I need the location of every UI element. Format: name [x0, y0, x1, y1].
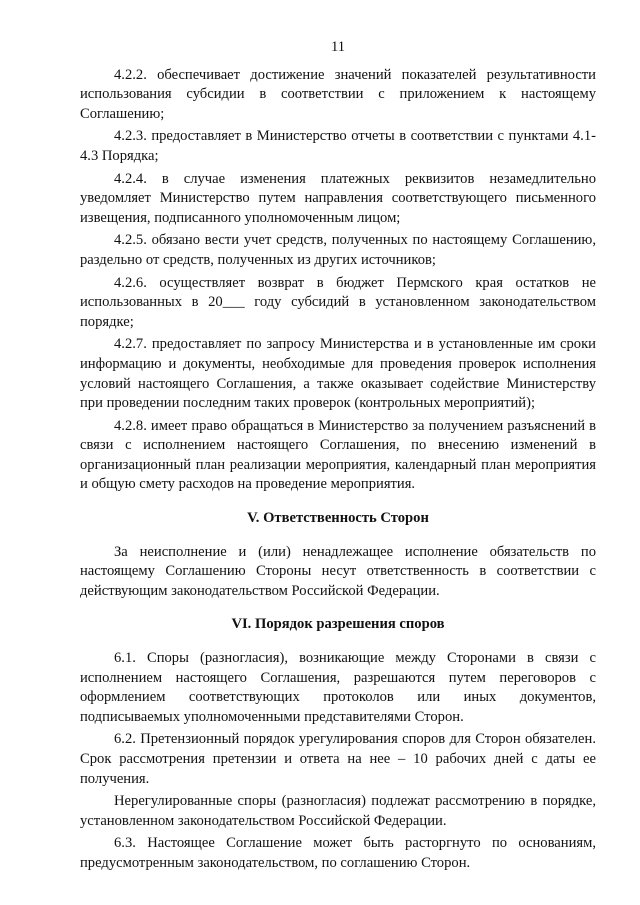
- paragraph-6-2: 6.2. Претензионный порядок урегулирования споров для Сторон обязателен. Срок рассмотрения претензии и ответа на нее – 10 рабочих дней с даты ее получения.: [80, 731, 596, 787]
- paragraph-4-2-7: 4.2.7. предоставляет по запросу Министерства и в установленные им сроки информацию и документы, необходимые для проведения проверок исполнения условий настоящего Соглашения, а также оказывает содействие Министерству при проведении последним таких проверок (контрольных мероприятий);: [80, 336, 596, 412]
- page-number: 11: [330, 39, 346, 55]
- paragraph-4-2-4: 4.2.4. в случае изменения платежных реквизитов незамедлительно уведомляет Министерство путем направления соответствующего письменного извещения, подписанного уполномоченным лицом;: [80, 170, 596, 226]
- paragraph-6-2-cont: Нерегулированные споры (разногласия) подлежат рассмотрению в порядке, установленном законодательством Российской Федерации.: [80, 793, 596, 829]
- document-page: [80, 38, 596, 877]
- paragraph-4-2-2: 4.2.2. обеспечивает достижение значений показателей результативности использования субсидии в соответствии с приложением к настоящему Соглашению;: [80, 66, 596, 122]
- paragraph-5-1: За неисполнение и (или) ненадлежащее исполнение обязательств по настоящему Соглашению Стороны несут ответственность в соответствии с действующим законодательством Российской Федерации.: [80, 543, 596, 599]
- paragraph-4-2-6: 4.2.6. осуществляет возврат в бюджет Пермского края остатков не использованных в 20___ году субсидий в установленном законодательством порядке;: [80, 274, 596, 330]
- paragraph-4-2-8: 4.2.8. имеет право обращаться в Министерство за получением разъяснений в связи с исполнением настоящего Соглашения, по внесению изменений в организационный план реализации мероприятия, календарный план мероприятия и общую смету расходов на проведение мероприятия.: [80, 417, 596, 493]
- paragraph-4-2-5: 4.2.5. обязано вести учет средств, полученных по настоящему Соглашению, раздельно от средств, полученных из других источников;: [80, 232, 596, 268]
- paragraph-6-3: 6.3. Настоящее Соглашение может быть расторгнуто по основаниям, предусмотренным законодательством, по соглашению Сторон.: [80, 835, 596, 871]
- paragraph-4-2-3: 4.2.3. предоставляет в Министерство отчеты в соответствии с пунктами 4.1-4.3 Порядка;: [80, 128, 596, 164]
- section-6-heading: VI. Порядок разрешения споров: [231, 616, 445, 633]
- section-5-heading: V. Ответственность Сторон: [247, 510, 429, 527]
- paragraph-6-1: 6.1. Споры (разногласия), возникающие между Сторонами в связи с исполнением настоящего Соглашения, разрешаются путем переговоров с оформлением соответствующих протоколов или иных документов, подписываемых уполномоченными представителями Сторон.: [80, 650, 596, 725]
